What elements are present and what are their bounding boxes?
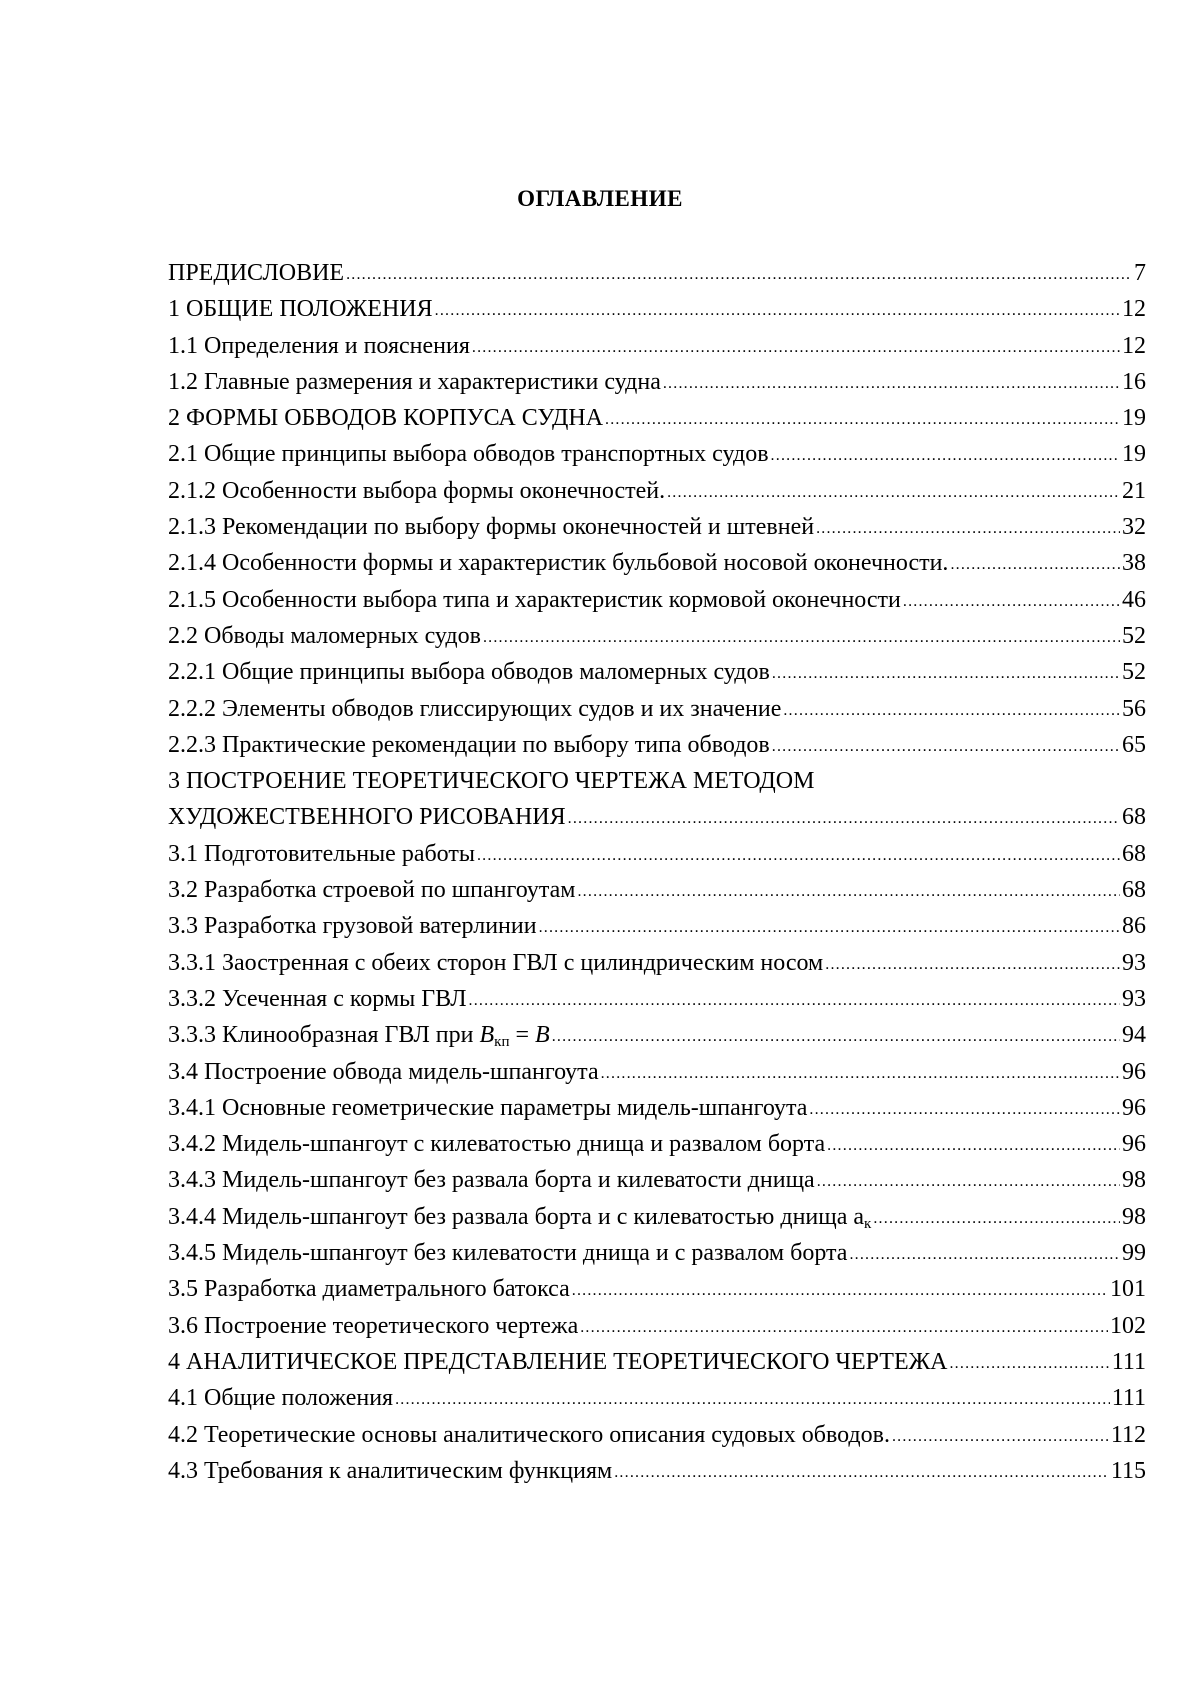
toc-page-number: 12 (1122, 332, 1146, 359)
toc-page-number: 68 (1122, 840, 1146, 867)
dot-leader (580, 1310, 1108, 1346)
toc-entry[interactable] (168, 945, 1146, 981)
toc-page-number: 65 (1122, 731, 1146, 758)
toc-entry-label: 2.1.4 Особенности формы и характеристик бульбовой носовой оконечности. (168, 550, 949, 577)
dot-leader (783, 693, 1120, 729)
math-subscript: к (864, 1215, 872, 1232)
toc-entry[interactable] (168, 908, 1146, 944)
toc-page-number: 94 (1122, 1022, 1146, 1049)
toc-entry-label: 2.1 Общие принципы выбора обводов транспортных судов (168, 441, 769, 468)
toc-page-number: 111 (1111, 1348, 1146, 1375)
toc-page-number: 52 (1122, 659, 1146, 686)
toc-entry[interactable] (168, 400, 1146, 436)
toc-page-number: 32 (1122, 514, 1146, 541)
toc-page-number: 115 (1110, 1457, 1146, 1484)
math-operator: = (509, 1022, 536, 1049)
dot-leader (477, 838, 1120, 874)
dot-leader (809, 1092, 1120, 1128)
dot-leader (817, 1164, 1120, 1200)
toc-entry-label: 1 ОБЩИЕ ПОЛОЖЕНИЯ (168, 296, 433, 323)
toc-entry[interactable] (168, 1054, 1146, 1090)
toc-entry[interactable] (168, 1380, 1146, 1416)
toc-page-number: 111 (1111, 1385, 1146, 1412)
dot-leader (572, 1273, 1108, 1309)
toc-page-number: 12 (1122, 296, 1146, 323)
math-variable: B (535, 1022, 550, 1049)
toc-page-number: 46 (1122, 586, 1146, 613)
toc-page-number: 16 (1122, 368, 1146, 395)
toc-entry[interactable] (168, 1235, 1146, 1271)
toc-page-number: 7 (1134, 260, 1146, 286)
toc-entry[interactable] (168, 436, 1146, 472)
dot-leader (849, 1237, 1120, 1273)
dot-leader (483, 620, 1120, 656)
toc-entry[interactable] (168, 799, 1146, 835)
toc-page-number: 99 (1122, 1240, 1146, 1267)
toc-page-number: 38 (1122, 550, 1146, 577)
toc-entry-label-text: 3.4.4 Мидель-шпангоут без развала борта и с килеватостью днища a (168, 1203, 865, 1230)
toc-entry-label: 4 АНАЛИТИЧЕСКОЕ ПРЕДСТАВЛЕНИЕ ТЕОРЕТИЧЕСКОГО ЧЕРТЕЖА (168, 1348, 948, 1375)
dot-leader (816, 511, 1120, 547)
toc-entry[interactable] (168, 545, 1146, 581)
toc-entry-first-line[interactable] (168, 763, 1146, 799)
toc-page-number: 19 (1122, 405, 1146, 432)
toc-page-number: 98 (1122, 1167, 1146, 1194)
toc-entry-label: 4.2 Теоретические основы аналитического описания судовых обводов. (168, 1421, 890, 1448)
dot-leader (667, 475, 1120, 511)
toc-entry-label: 4.1 Общие положения (168, 1385, 394, 1412)
dot-leader (469, 983, 1121, 1019)
toc-entry-label: 2.1.3 Рекомендации по выбору формы оконечностей и штевней (168, 514, 815, 541)
toc-entry[interactable] (168, 1199, 1146, 1235)
toc-page-number: 68 (1122, 877, 1146, 904)
toc-entry-label: 3.1 Подготовительные работы (168, 840, 475, 867)
toc-entry[interactable] (168, 1308, 1146, 1344)
dot-leader (395, 1382, 1110, 1418)
toc-page-number: 101 (1110, 1276, 1146, 1303)
toc-entry-label: 4.3 Требования к аналитическим функциям (168, 1457, 613, 1484)
dot-leader (892, 1419, 1109, 1455)
toc-entry-label: 3.4.5 Мидель-шпангоут без килеватости днища и с развалом борта (168, 1240, 848, 1267)
toc-page-number: 52 (1122, 622, 1146, 649)
dot-leader (539, 910, 1120, 946)
toc-entry-label: 3.4.1 Основные геометрические параметры мидель-шпангоута (168, 1094, 808, 1121)
toc-entry[interactable] (168, 618, 1146, 654)
dot-leader (950, 547, 1120, 583)
toc-entry[interactable] (168, 1344, 1146, 1380)
toc-entry-label: 3.4 Построение обвода мидель-шпангоута (168, 1058, 599, 1085)
toc-entry-label-text: 3.3.3 Клинообразная ГВЛ при (168, 1022, 480, 1049)
toc-entry-label: 2.2.3 Практические рекомендации по выбору типа обводов (168, 731, 770, 758)
toc-entry-label: 2.2 Обводы маломерных судов (168, 622, 481, 649)
toc-entry[interactable] (168, 1017, 1146, 1053)
toc-entry-label: 2.1.2 Особенности выбора формы оконечностей. (168, 477, 666, 504)
toc-entry-label: 3.4.2 Мидель-шпангоут с килеватостью днища и развалом борта (168, 1131, 826, 1158)
toc-entry[interactable] (168, 328, 1146, 364)
dot-leader (772, 656, 1120, 692)
toc-entry-label: 2 ФОРМЫ ОБВОДОВ КОРПУСА СУДНА (168, 405, 604, 432)
toc-entry[interactable] (168, 691, 1146, 727)
dot-leader (577, 874, 1120, 910)
toc-entry[interactable] (168, 1162, 1146, 1198)
dot-leader (825, 947, 1120, 983)
dot-leader (472, 330, 1120, 366)
toc-page-number: 68 (1122, 804, 1146, 831)
toc-entry[interactable] (168, 872, 1146, 908)
toc-page-number: 96 (1122, 1131, 1146, 1158)
toc-entry-label: 2.1.5 Особенности выбора типа и характеристик кормовой оконечности (168, 586, 901, 613)
toc-entry-label: 3.2 Разработка строевой по шпангоутам (168, 877, 576, 904)
toc-entry[interactable] (168, 364, 1146, 400)
toc-page-number: 21 (1122, 477, 1146, 504)
toc-entry[interactable] (168, 836, 1146, 872)
dot-leader (605, 402, 1120, 438)
math-subscript: кп (494, 1034, 510, 1051)
toc-entry[interactable] (168, 1090, 1146, 1126)
toc-page-number: 96 (1122, 1094, 1146, 1121)
toc-entry[interactable] (168, 654, 1146, 690)
page-title: ОГЛАВЛЕНИЕ (517, 186, 683, 211)
dot-leader (568, 801, 1120, 837)
toc-entry-label: 2.2.1 Общие принципы выбора обводов маломерных судов (168, 659, 770, 686)
toc-entry-label: 3 ПОСТРОЕНИЕ ТЕОРЕТИЧЕСКОГО ЧЕРТЕЖА МЕТОДОМ (168, 768, 815, 795)
dot-leader (663, 366, 1120, 402)
toc-page-number: 56 (1122, 695, 1146, 722)
toc-entry-label: 3.4.3 Мидель-шпангоут без развала борта и килеватости днища (168, 1167, 815, 1194)
toc-entry[interactable] (168, 981, 1146, 1017)
toc-entry-label: ПРЕДИСЛОВИЕ (168, 260, 345, 286)
dot-leader (346, 257, 1132, 293)
toc-entry[interactable] (168, 582, 1146, 618)
dot-leader (601, 1056, 1120, 1092)
toc-entry-label: 1.2 Главные размерения и характеристики судна (168, 368, 661, 395)
toc-page-number: 112 (1110, 1421, 1146, 1448)
toc-entry[interactable] (168, 1126, 1146, 1162)
toc-entry[interactable] (168, 1417, 1146, 1453)
toc-entry[interactable] (168, 255, 1146, 291)
toc-page-number: 93 (1122, 985, 1146, 1012)
dot-leader (873, 1201, 1120, 1237)
toc-entry-label: ХУДОЖЕСТВЕННОГО РИСОВАНИЯ (168, 804, 566, 831)
toc-page-number: 19 (1122, 441, 1146, 468)
toc-page-number: 86 (1122, 913, 1146, 940)
toc-page-number: 102 (1110, 1312, 1146, 1339)
toc-page-number: 93 (1122, 949, 1146, 976)
dot-leader (827, 1128, 1120, 1164)
dot-leader (949, 1346, 1109, 1382)
math-variable: B (479, 1022, 495, 1049)
toc-entry-label: 3.3 Разработка грузовой ватерлинии (168, 913, 537, 940)
table-of-contents (168, 255, 1146, 1489)
dot-leader (771, 438, 1120, 474)
toc-entry-label: 3.6 Построение теоретического чертежа (168, 1312, 579, 1339)
toc-page-number: 98 (1122, 1203, 1146, 1230)
dot-leader (614, 1455, 1109, 1491)
toc-entry-label: 3.5 Разработка диаметрального батокса (168, 1276, 570, 1303)
toc-entry[interactable] (168, 1453, 1146, 1489)
dot-leader (903, 584, 1120, 620)
dot-leader (435, 293, 1120, 329)
toc-entry[interactable] (168, 1271, 1146, 1307)
toc-entry-label: 1.1 Определения и пояснения (168, 332, 470, 359)
dot-leader (772, 729, 1120, 765)
dot-leader (552, 1019, 1120, 1055)
toc-entry[interactable] (168, 473, 1146, 509)
toc-entry-label: 2.2.2 Элементы обводов глиссирующих судов и их значение (168, 695, 782, 722)
toc-entry-label: 3.3.1 Заостренная с обеих сторон ГВЛ с цилиндрическим носом (168, 949, 824, 976)
toc-entry[interactable] (168, 291, 1146, 327)
toc-entry[interactable] (168, 727, 1146, 763)
toc-entry-label: 3.3.2 Усеченная с кормы ГВЛ (168, 985, 467, 1012)
toc-entry[interactable] (168, 509, 1146, 545)
toc-page-number: 96 (1122, 1058, 1146, 1085)
